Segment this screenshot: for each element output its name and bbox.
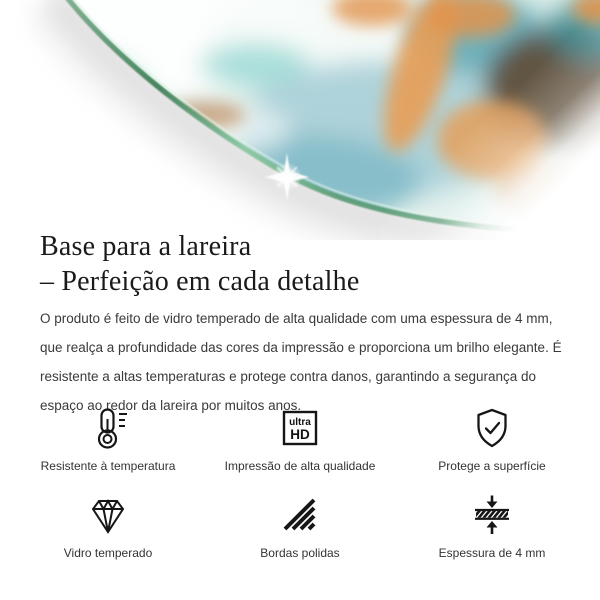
product-photo	[0, 0, 600, 240]
feature-surface-protection	[396, 402, 588, 473]
shield-check-icon	[470, 402, 514, 450]
page-title-line2: – Perfeição em cada detalhe	[40, 266, 360, 297]
feature-temperature	[12, 402, 204, 473]
thermometer-icon	[86, 402, 130, 450]
glass-panel-artwork	[0, 0, 600, 240]
feature-label: Protege a superfície	[438, 459, 546, 473]
polished-edges-icon	[278, 489, 322, 537]
feature-print-quality	[204, 402, 396, 473]
page-title-line1: Base para a lareira	[40, 231, 252, 262]
hd-text: HD	[290, 427, 310, 442]
feature-tempered-glass	[12, 489, 204, 560]
feature-label: Espessura de 4 mm	[438, 546, 546, 560]
white-fade-overlay	[380, 0, 600, 240]
feature-label: Bordas polidas	[260, 546, 340, 560]
feature-thickness	[396, 489, 588, 560]
feature-grid	[12, 402, 588, 560]
feature-label: Vidro temperado	[63, 546, 153, 560]
feature-label: Impressão de alta qualidade	[224, 459, 376, 473]
diamond-icon	[86, 489, 130, 537]
feature-label: Resistente à temperatura	[40, 459, 176, 473]
ultra-hd-icon	[278, 402, 322, 450]
ultra-text: ultra	[289, 417, 311, 428]
thickness-icon	[470, 489, 514, 537]
page-title	[40, 229, 359, 299]
product-description: O produto é feito de vidro temperado de alta qualidade com uma espessura de 4 mm, que realça a profundidade das cores da impressão e proporciona um brilho elegante. É resistente a altas temperaturas e protege contra danos, garantindo a segurança do espaço ao redor da lareira por muitos anos.	[40, 311, 562, 413]
feature-polished-edges	[204, 489, 396, 560]
